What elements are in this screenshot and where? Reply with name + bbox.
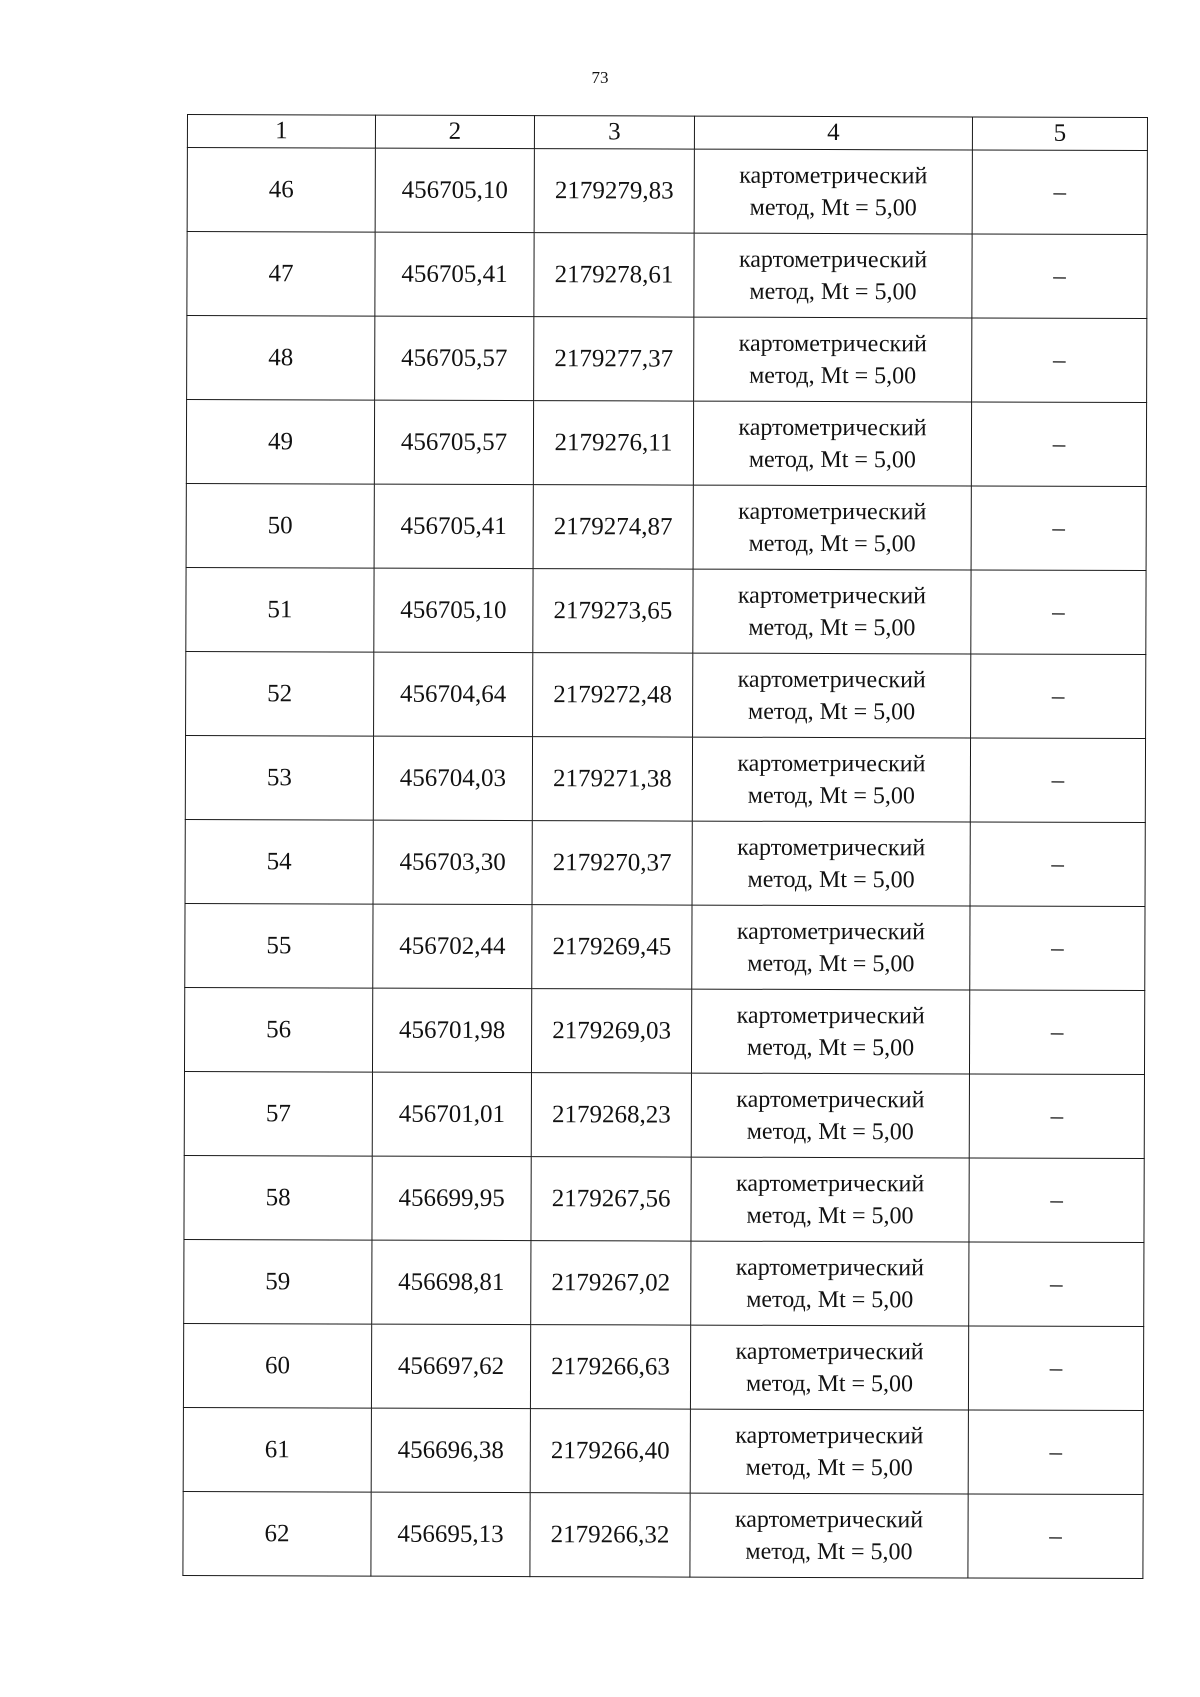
y-coordinate-cell: 2179276,11 <box>533 401 693 486</box>
accuracy-line: метод, Mt = 5,00 <box>747 866 915 893</box>
y-coordinate-cell: 2179269,45 <box>532 905 692 990</box>
method-cell <box>692 821 970 906</box>
accuracy-line: метод, Mt = 5,00 <box>748 530 916 557</box>
method-line: картометрический <box>735 1422 924 1449</box>
method-line: картометрический <box>738 330 927 357</box>
note-cell: – <box>971 402 1146 487</box>
table-body <box>183 148 1147 1579</box>
table-row <box>186 483 1146 570</box>
point-number-cell: 51 <box>186 567 374 652</box>
point-number-cell: 56 <box>184 987 372 1072</box>
note-cell: – <box>968 1326 1143 1411</box>
method-cell <box>694 317 972 402</box>
method-cell <box>691 989 969 1074</box>
table-row <box>184 1239 1144 1326</box>
method-line: картометрический <box>737 582 927 609</box>
method-cell <box>690 1409 968 1494</box>
point-number-cell: 53 <box>185 735 373 820</box>
method-cell <box>693 569 971 654</box>
note-cell: – <box>970 738 1145 823</box>
column-header: 2 <box>375 115 534 148</box>
x-coordinate-cell: 456705,57 <box>375 316 534 400</box>
accuracy-line: метод, Mt = 5,00 <box>748 614 916 641</box>
accuracy-line: метод, Mt = 5,00 <box>745 1370 914 1397</box>
point-number-cell: 48 <box>187 316 375 401</box>
note-cell: – <box>968 1410 1143 1495</box>
note-cell: – <box>970 822 1145 907</box>
note-cell: – <box>971 654 1146 739</box>
accuracy-line: метод, Mt = 5,00 <box>749 194 917 221</box>
coordinates-table <box>182 114 1148 1579</box>
note-cell: – <box>970 906 1145 991</box>
table-row <box>183 1323 1143 1410</box>
table-row <box>184 1071 1144 1158</box>
x-coordinate-cell: 456699,95 <box>372 1156 531 1240</box>
method-cell <box>694 149 972 234</box>
x-coordinate-cell: 456705,10 <box>375 148 534 232</box>
note-cell: – <box>969 990 1144 1075</box>
method-cell <box>690 1493 968 1578</box>
point-number-cell: 52 <box>186 651 374 736</box>
accuracy-line: метод, Mt = 5,00 <box>747 950 915 977</box>
table-row <box>185 735 1145 822</box>
method-cell <box>690 1325 968 1410</box>
point-number-cell: 46 <box>187 148 375 233</box>
accuracy-line: метод, Mt = 5,00 <box>746 1034 915 1061</box>
x-coordinate-cell: 456702,44 <box>373 904 532 988</box>
method-line: картометрический <box>738 414 927 441</box>
note-cell: – <box>968 1494 1143 1579</box>
method-cell <box>692 737 970 822</box>
y-coordinate-cell: 2179268,23 <box>531 1073 691 1158</box>
x-coordinate-cell: 456705,41 <box>375 232 534 316</box>
note-cell: – <box>972 318 1147 403</box>
table-row <box>186 651 1146 738</box>
x-coordinate-cell: 456697,62 <box>371 1324 530 1408</box>
method-line: картометрический <box>736 1170 925 1197</box>
x-coordinate-cell: 456704,64 <box>374 652 533 736</box>
table-row <box>183 1491 1143 1578</box>
method-cell <box>693 653 971 738</box>
accuracy-line: метод, Mt = 5,00 <box>749 278 917 305</box>
x-coordinate-cell: 456703,30 <box>373 820 532 904</box>
note-cell: – <box>972 150 1147 235</box>
point-number-cell: 55 <box>185 903 373 988</box>
table-row <box>183 1407 1143 1494</box>
column-header: 4 <box>694 116 972 150</box>
column-header: 3 <box>534 116 694 150</box>
point-number-cell: 62 <box>183 1491 371 1576</box>
method-line: картометрический <box>739 162 928 189</box>
accuracy-line: метод, Mt = 5,00 <box>746 1118 914 1145</box>
point-number-cell: 50 <box>186 483 374 568</box>
x-coordinate-cell: 456705,41 <box>374 484 533 568</box>
table-row <box>184 987 1144 1074</box>
x-coordinate-cell: 456705,10 <box>374 568 533 652</box>
table-row <box>186 567 1146 654</box>
table-row <box>186 400 1146 487</box>
method-line: картометрический <box>737 666 926 693</box>
method-cell <box>694 233 972 318</box>
method-line: картометрический <box>738 246 928 273</box>
method-cell <box>693 485 971 570</box>
table-row <box>187 148 1147 235</box>
point-number-cell: 47 <box>187 232 375 317</box>
x-coordinate-cell: 456698,81 <box>372 1240 531 1324</box>
x-coordinate-cell: 456695,13 <box>371 1492 530 1576</box>
y-coordinate-cell: 2179277,37 <box>534 317 694 402</box>
method-line: картометрический <box>737 750 926 777</box>
point-number-cell: 54 <box>185 819 373 904</box>
method-line: картометрический <box>736 1002 925 1029</box>
method-cell <box>691 1157 969 1242</box>
point-number-cell: 49 <box>186 400 374 485</box>
x-coordinate-cell: 456701,98 <box>372 988 531 1072</box>
table-header-row <box>187 115 1147 151</box>
point-number-cell: 57 <box>184 1071 372 1156</box>
accuracy-line: метод, Mt = 5,00 <box>747 782 915 809</box>
table-row <box>184 1155 1144 1242</box>
table-row <box>185 903 1145 990</box>
note-cell: – <box>969 1074 1144 1159</box>
table-row <box>187 232 1147 319</box>
accuracy-line: метод, Mt = 5,00 <box>749 362 917 389</box>
accuracy-line: метод, Mt = 5,00 <box>748 698 916 725</box>
y-coordinate-cell: 2179269,03 <box>531 989 691 1074</box>
accuracy-line: метод, Mt = 5,00 <box>746 1286 914 1313</box>
y-coordinate-cell: 2179266,40 <box>530 1409 690 1494</box>
x-coordinate-cell: 456704,03 <box>373 736 532 820</box>
accuracy-line: метод, Mt = 5,00 <box>745 1538 913 1565</box>
y-coordinate-cell: 2179272,48 <box>533 653 693 738</box>
method-cell <box>691 1241 969 1326</box>
method-line: картометрический <box>736 918 926 945</box>
y-coordinate-cell: 2179273,65 <box>533 569 693 654</box>
y-coordinate-cell: 2179270,37 <box>532 821 692 906</box>
page-number: 73 <box>591 68 609 87</box>
method-line: картометрический <box>735 1254 924 1281</box>
x-coordinate-cell: 456701,01 <box>372 1072 531 1156</box>
accuracy-line: метод, Mt = 5,00 <box>746 1202 914 1229</box>
method-cell <box>693 401 971 486</box>
method-cell <box>692 905 970 990</box>
y-coordinate-cell: 2179274,87 <box>533 485 693 570</box>
point-number-cell: 61 <box>183 1407 371 1492</box>
table-row <box>187 316 1147 403</box>
note-cell: – <box>971 486 1146 571</box>
column-header: 5 <box>972 117 1147 151</box>
accuracy-line: метод, Mt = 5,00 <box>748 446 916 473</box>
note-cell: – <box>969 1158 1144 1243</box>
y-coordinate-cell: 2179279,83 <box>534 149 694 234</box>
y-coordinate-cell: 2179267,56 <box>531 1157 691 1242</box>
column-header: 1 <box>187 115 375 149</box>
point-number-cell: 58 <box>184 1155 372 1240</box>
table-row <box>185 819 1145 906</box>
y-coordinate-cell: 2179266,63 <box>530 1325 690 1410</box>
y-coordinate-cell: 2179267,02 <box>531 1241 691 1326</box>
x-coordinate-cell: 456705,57 <box>374 400 533 484</box>
method-line: картометрический <box>737 834 926 861</box>
x-coordinate-cell: 456696,38 <box>371 1408 530 1492</box>
point-number-cell: 59 <box>184 1239 372 1324</box>
y-coordinate-cell: 2179266,32 <box>530 1493 690 1578</box>
method-line: картометрический <box>736 1086 925 1113</box>
method-line: картометрический <box>735 1338 924 1365</box>
note-cell: – <box>971 570 1146 655</box>
y-coordinate-cell: 2179278,61 <box>534 233 694 318</box>
accuracy-line: метод, Mt = 5,00 <box>745 1454 913 1481</box>
method-cell <box>691 1073 969 1158</box>
method-line: картометрический <box>738 498 927 525</box>
note-cell: – <box>972 234 1147 319</box>
note-cell: – <box>969 1242 1144 1327</box>
y-coordinate-cell: 2179271,38 <box>532 737 692 822</box>
point-number-cell: 60 <box>183 1323 371 1408</box>
method-line: картометрический <box>734 1506 924 1533</box>
